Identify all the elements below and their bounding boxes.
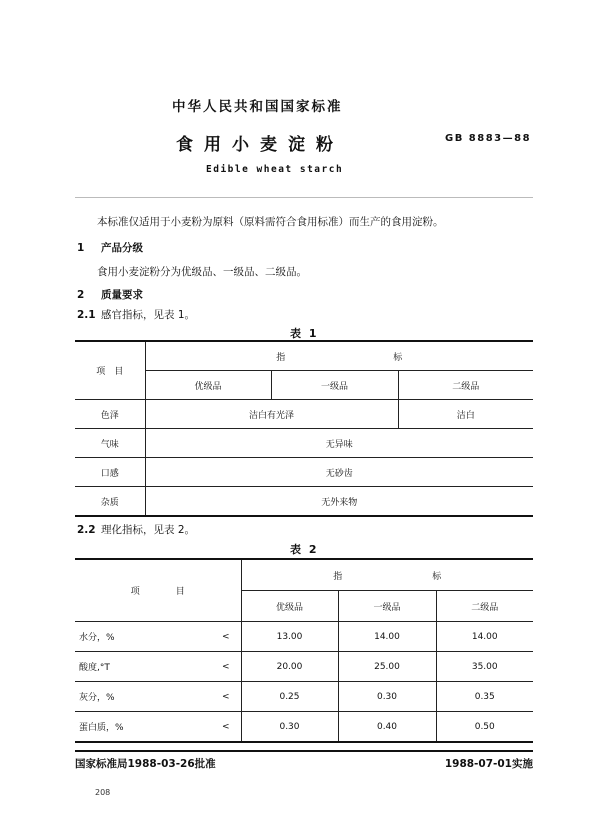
row-value: 无异味 <box>145 429 533 458</box>
row-value: 0.30 <box>338 682 436 712</box>
row-item: 色泽 <box>75 400 145 429</box>
row-operator: < <box>211 622 241 652</box>
section-title: 理化指标，见表 2。 <box>101 524 196 536</box>
table-row <box>75 622 533 652</box>
table-row <box>75 682 533 712</box>
footer-divider <box>75 750 533 752</box>
table-row <box>75 487 533 517</box>
section-1-text: 食用小麦淀粉分为优级品、一级品、二级品。 <box>97 266 307 278</box>
section-2-2-heading <box>77 522 195 537</box>
row-value: 0.30 <box>241 712 338 743</box>
row-value: 0.40 <box>338 712 436 743</box>
table-row <box>75 400 533 429</box>
table-row <box>75 458 533 487</box>
header-grade-first: 一级品 <box>338 591 436 622</box>
section-number: 2 <box>77 289 85 301</box>
table-2-caption: 表 2 <box>290 543 319 556</box>
table-2-physicochemical <box>75 558 533 743</box>
english-title: Edible wheat starch <box>206 164 344 175</box>
section-title: 质量要求 <box>101 289 143 301</box>
row-value: 洁白有光泽 <box>145 400 398 429</box>
section-number: 1 <box>77 242 85 254</box>
scope-paragraph: 本标准仅适用于小麦粉为原料（原料需符合食用标准）而生产的食用淀粉。 <box>97 216 444 228</box>
row-value: 13.00 <box>241 622 338 652</box>
section-title: 产品分级 <box>101 242 143 254</box>
row-value: 35.00 <box>436 652 533 682</box>
row-item: 水分，% <box>75 622 211 652</box>
row-value: 无外来物 <box>145 487 533 517</box>
header-grade-first: 一级品 <box>271 371 398 400</box>
table-row <box>75 652 533 682</box>
row-value: 14.00 <box>436 622 533 652</box>
header-indicator: 指 标 <box>145 341 533 371</box>
table-row <box>75 429 533 458</box>
row-item: 气味 <box>75 429 145 458</box>
standard-code: GB 8883—88 <box>445 133 532 144</box>
table-row <box>75 712 533 743</box>
section-2-1-heading <box>77 307 195 322</box>
row-value: 洁白 <box>398 400 533 429</box>
header-indicator: 指 标 <box>241 559 533 591</box>
row-operator: < <box>211 712 241 743</box>
row-value: 0.50 <box>436 712 533 743</box>
row-item: 灰分，% <box>75 682 211 712</box>
header-grade-premium: 优级品 <box>145 371 271 400</box>
row-item: 酸度,°T <box>75 652 211 682</box>
header-grade-second: 二级品 <box>398 371 533 400</box>
row-item: 蛋白质，% <box>75 712 211 743</box>
row-value: 25.00 <box>338 652 436 682</box>
section-1-heading <box>77 240 143 255</box>
row-value: 14.00 <box>338 622 436 652</box>
row-item: 杂质 <box>75 487 145 517</box>
table-1-caption: 表 1 <box>290 327 319 340</box>
section-2-heading <box>77 287 143 302</box>
row-value: 无砂齿 <box>145 458 533 487</box>
row-operator: < <box>211 682 241 712</box>
effective-date: 1988-07-01实施 <box>444 758 533 770</box>
header-grade-second: 二级品 <box>436 591 533 622</box>
row-item: 口感 <box>75 458 145 487</box>
header-item: 项 目 <box>75 559 241 622</box>
section-number: 2.2 <box>77 524 96 536</box>
page-number: 208 <box>95 788 111 797</box>
national-standard-heading: 中华人民共和国国家标准 <box>172 99 343 115</box>
row-value: 0.35 <box>436 682 533 712</box>
header-item: 项 目 <box>75 341 145 400</box>
section-title: 感官指标，见表 1。 <box>101 309 196 321</box>
table-1-sensory <box>75 340 533 517</box>
header-grade-premium: 优级品 <box>241 591 338 622</box>
row-value: 0.25 <box>241 682 338 712</box>
divider <box>75 197 533 198</box>
section-number: 2.1 <box>77 309 96 321</box>
row-operator: < <box>211 652 241 682</box>
row-value: 20.00 <box>241 652 338 682</box>
document-title: 食用小麦淀粉 <box>176 135 344 155</box>
approval-date: 国家标准局1988-03-26批准 <box>75 758 216 770</box>
